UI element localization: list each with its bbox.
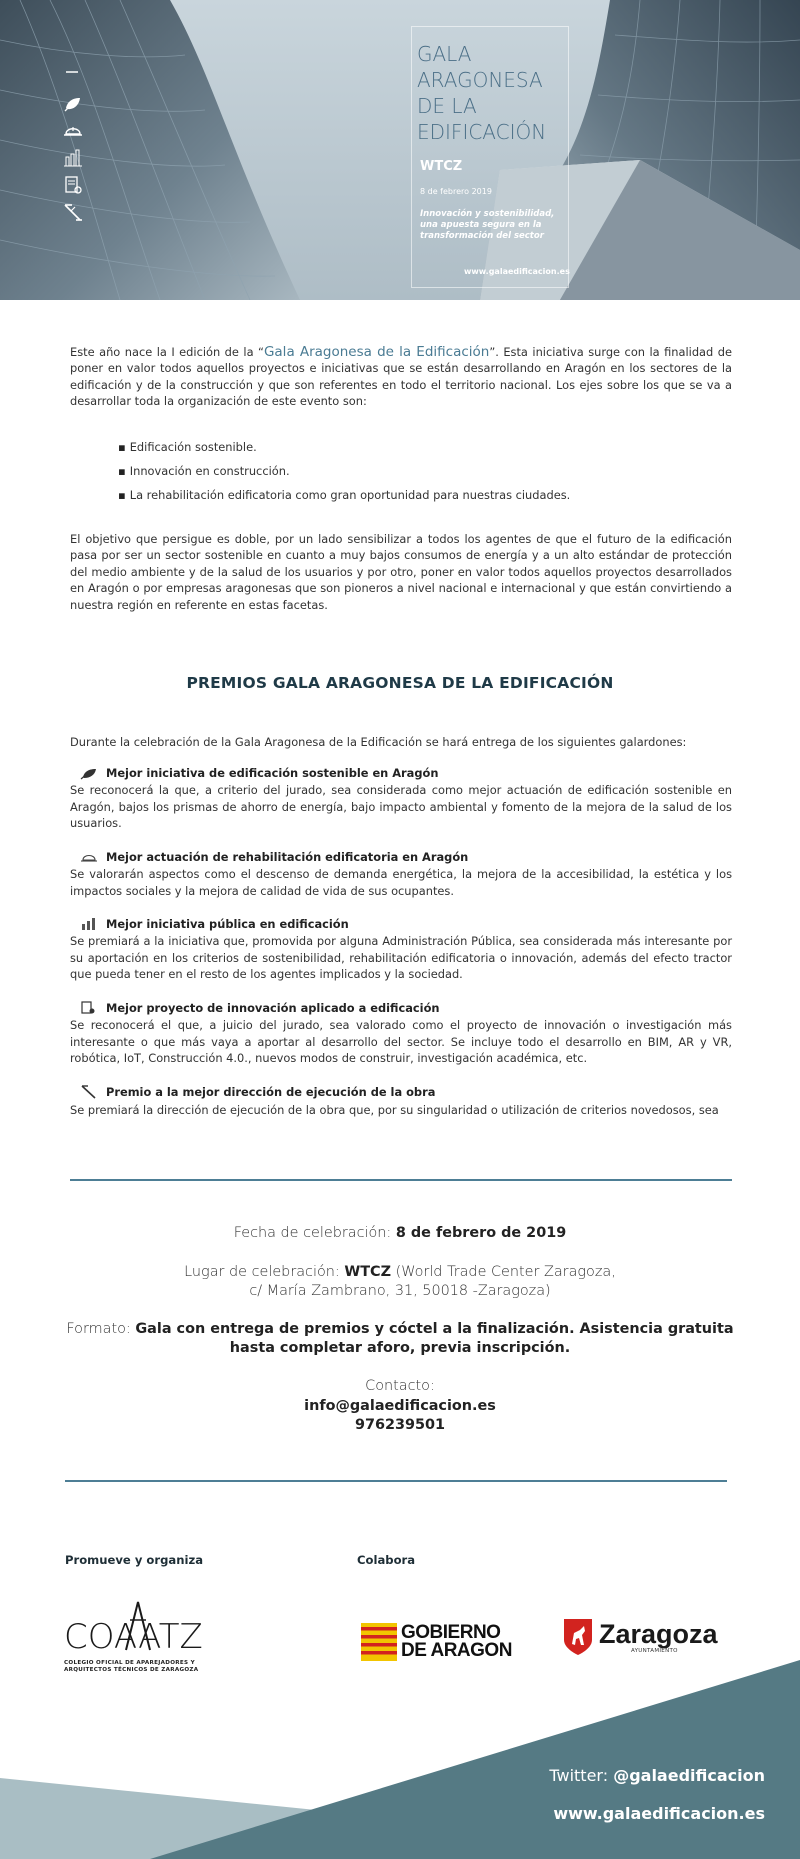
zaragoza-wordmark: Zaragoza xyxy=(599,1618,718,1649)
hero-venue: WTCZ xyxy=(420,159,463,174)
intro-paragraph xyxy=(70,344,732,410)
awards-section-title: PREMIOS GALA ARAGONESA DE LA EDIFICACIÓN xyxy=(186,674,614,692)
award-title-text: Premio a la mejor dirección de ejecución de la obra xyxy=(106,1085,436,1099)
hero-banner xyxy=(0,0,800,300)
event-format-line xyxy=(60,1320,740,1358)
event-contact-block xyxy=(60,1377,740,1436)
contact-phone[interactable]: 976239501 xyxy=(354,1417,446,1433)
place-label: Lugar de celebración: xyxy=(184,1264,340,1280)
crane-icon xyxy=(62,201,84,223)
award-description: Se premiará la dirección de ejecución de la obra que, por su singularidad o utilización de criterios novedosos, sea xyxy=(70,1103,719,1117)
helmet-icon xyxy=(62,120,84,142)
coaatz-subtitle-line: COLEGIO OFICIAL DE APAREJADORES Y xyxy=(64,1660,195,1666)
award-title-innovation xyxy=(80,1001,440,1015)
award-description: Se premiará a la iniciativa que, promovida por alguna Administración Pública, sea considerada más interesante por su aportación en los criterios de sostenibilidad, rehabilitación edificatoria o innovación, además del efecto tractor que pueda tener en el resto de los agentes implicados y la sociedad. xyxy=(70,934,732,982)
twitter-handle-link[interactable]: @galaedificacion xyxy=(613,1766,765,1785)
ayuntamiento-zaragoza-logo xyxy=(563,1615,718,1659)
gobierno-aragon-wordmark xyxy=(401,1624,512,1660)
contact-label: Contacto: xyxy=(365,1378,435,1394)
aragon-flag-icon xyxy=(361,1623,397,1661)
place-value: WTCZ xyxy=(344,1264,392,1280)
hero-architecture-image xyxy=(0,0,800,300)
zaragoza-subtitle: AYUNTAMIENTO xyxy=(631,1647,678,1654)
coaatz-subtitle-line: ARQUITECTOS TÉCNICOS DE ZARAGOZA xyxy=(64,1667,199,1673)
award-title-direction xyxy=(80,1085,435,1099)
award-title-text: Mejor proyecto de innovación aplicado a edificación xyxy=(106,1001,440,1015)
intro-highlight: Gala Aragonesa de la Edificación xyxy=(263,344,490,360)
hero-icon-column xyxy=(62,66,84,228)
award-title-sustainable xyxy=(80,766,438,780)
coaatz-logo-graphic xyxy=(64,1598,234,1656)
zaragoza-shield-icon xyxy=(563,1618,593,1656)
twitter-label: Twitter: xyxy=(549,1766,609,1785)
building-icon xyxy=(62,147,84,169)
event-place-line xyxy=(60,1263,740,1301)
hero-date: 8 de febrero 2019 xyxy=(420,187,492,196)
event-title-card xyxy=(411,26,569,288)
objective-paragraph: El objetivo que persigue es doble, por un lado sensibilizar a todos los agentes de que el futuro de la edificación pasa por ser un sector sostenible en cuanto a muy bajos consumos de energía y a un alto estándar de protección del medio ambiente y de la salud de los usuarios y por otro, poner en valor todos aquellos proyectos desarrollados en Aragón o por empresas aragonesas que son pioneros a nivel nacional e internacional y que están convirtiendo a nuestra región en referente en estas facetas. xyxy=(70,532,732,612)
format-value: Gala con entrega de premios y cóctel a la finalización. Asistencia gratuita hasta completar aforo, previa inscripción. xyxy=(135,1321,734,1356)
award-title-text: Mejor iniciativa pública en edificación xyxy=(106,917,349,931)
award-title-text: Mejor actuación de rehabilitación edificatoria en Aragón xyxy=(106,850,469,864)
award-description: Se reconocerá el que, a juicio del jurado, sea valorado como el proyecto de innovación o investigación más interesante o que más vaya a aportar al desarrollo del sector. Se incluye todo el desarrollo en BIM, AR y VR, robótica, IoT, Construcción 4.0., nuevos modos de construir, investigación académica, etc. xyxy=(70,1018,732,1066)
award-title-rehabilitation xyxy=(80,850,468,864)
document-icon xyxy=(62,174,84,196)
award-description: Se valorarán aspectos como el descenso de demanda energética, la mejora de la accesibilidad, la estética y los impactos sociales y la mejora de calidad de vida de sus ocupantes. xyxy=(70,867,732,898)
date-value: 8 de febrero de 2019 xyxy=(395,1225,567,1241)
contact-email-link[interactable]: info@galaedificacion.es xyxy=(304,1397,496,1414)
award-title-text: Mejor iniciativa de edificación sostenible en Aragón xyxy=(106,766,439,780)
gobierno-aragon-logo xyxy=(361,1622,512,1662)
dash-icon xyxy=(62,66,84,88)
footer-website-link[interactable]: www.galaedificacion.es xyxy=(553,1804,765,1823)
leaf-icon xyxy=(62,93,84,115)
twitter-line xyxy=(549,1766,765,1785)
hero-title: GALA ARAGONESA DE LA EDIFICACIÓN xyxy=(417,42,547,144)
place-detail: (World Trade Center Zaragoza, xyxy=(395,1264,616,1280)
list-item: ▪ Innovación en construcción. xyxy=(118,459,570,483)
building-icon xyxy=(80,917,98,931)
section-divider xyxy=(70,1179,732,1181)
list-item: ▪ La rehabilitación edificatoria como gran oportunidad para nuestras ciudades. xyxy=(118,483,570,507)
document-icon xyxy=(80,1001,98,1015)
award-title-public xyxy=(80,917,349,931)
coaatz-wordmark: COAATZ xyxy=(64,1617,203,1656)
date-label: Fecha de celebración: xyxy=(233,1225,392,1241)
crane-icon xyxy=(80,1085,98,1099)
event-date-line xyxy=(60,1224,740,1243)
format-label: Formato: xyxy=(66,1321,131,1337)
coaatz-logo xyxy=(64,1598,234,1678)
intro-text-end: ”. Esta iniciativa surge con la finalidad de poner en valor todos aquellos proyectos e iniciativas que se están desarrollando en Aragón en los sectores de la edificación y de la construcción y que son referentes en todo el territorio nacional. Los ejes sobre los que se va a desarrollar toda la organización de este evento son: xyxy=(70,345,732,409)
section-divider xyxy=(65,1480,727,1482)
intro-text-start: Este año nace la I edición de la “ xyxy=(70,345,264,359)
axes-list xyxy=(118,435,570,507)
hero-slogan: Innovación y sostenibilidad, una apuesta segura en la transformación del sector xyxy=(420,209,555,241)
place-address: c/ María Zambrano, 31, 50018 -Zaragoza) xyxy=(249,1283,551,1299)
hero-website-link[interactable]: www.galaedificacion.es xyxy=(464,267,570,276)
gobierno-line: GOBIERNO xyxy=(401,1622,501,1643)
footer-decorative-shapes xyxy=(0,1660,800,1859)
organizer-label: Promueve y organiza xyxy=(65,1553,204,1567)
coaatz-subtitle xyxy=(64,1660,234,1674)
collaborator-label: Colabora xyxy=(357,1553,416,1567)
list-item: ▪ Edificación sostenible. xyxy=(118,435,570,459)
gobierno-line: DE ARAGON xyxy=(401,1640,512,1661)
leaf-icon xyxy=(80,766,98,780)
awards-intro: Durante la celebración de la Gala Aragonesa de la Edificación se hará entrega de los siguientes galardones: xyxy=(70,735,687,749)
zaragoza-wordmark-block xyxy=(599,1618,718,1654)
award-description: Se reconocerá la que, a criterio del jurado, sea considerada como mejor actuación de edificación sostenible en Aragón, bajos los prismas de ahorro de energía, bajo impacto ambiental y fomento de la mejora de la salud de los usuarios. xyxy=(70,783,732,831)
helmet-icon xyxy=(80,850,98,864)
